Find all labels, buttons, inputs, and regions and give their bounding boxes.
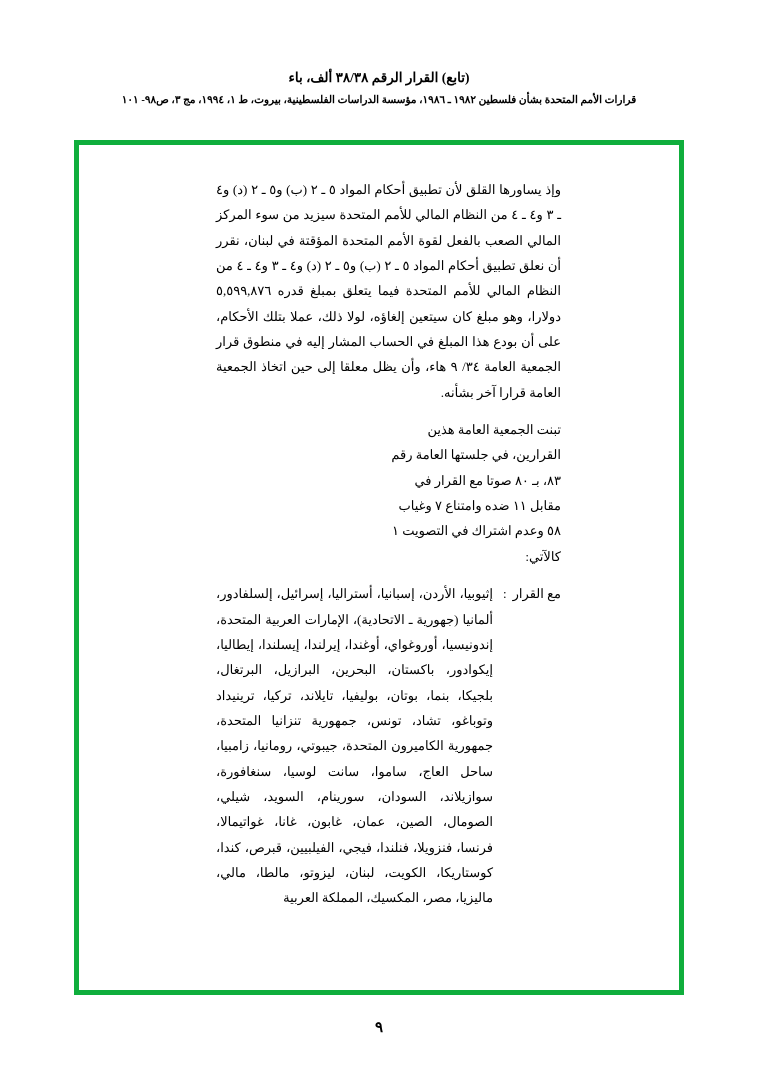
green-content-frame xyxy=(74,140,684,995)
document-body xyxy=(216,177,561,911)
vote-line: مقابل ١١ ضده وامتناع ٧ وغياب xyxy=(398,498,561,514)
header-source-citation: قرارات الأمم المتحدة بشأن فلسطين ١٩٨٢ ـ ١٩٨٦، مؤسسة الدراسات الفلسطينية، بيروت، ط ١، ١٩٩٤، مج ٣، ص٩٨- ١٠١ xyxy=(121,95,637,107)
label-colon: : xyxy=(503,586,507,602)
countries-in-favour-row xyxy=(216,581,561,910)
vote-line: ٥٨ وعدم اشتراك في التصويت ١ xyxy=(392,523,561,539)
countries-in-favour-list: إثيوبيا، الأردن، إسبانيا، أستراليا، إسرائيل، إلسلفادور، ألمانيا (جهورية ـ الاتحادية)، الإمارات العربية المتحدة، إندونيسيا، أوروغواي، أوغندا، إيرلندا، إيسلندا، إيطاليا، إيكوادور، باكستان، البحرين، البرازيل، البرتغال، بلجيكا، بنما، بوتان، بوليفيا، تايلاند، تركيا، ترينيداد وتوباغو، تشاد، تونس، جمهورية تنزانيا المتحدة، جمهورية الكاميرون المتحدة، جيبوتي، رومانيا، زامبيا، ساحل العاج، ساموا، سانت لوسيا، سنغافورة، سوازيلاند، السودان، سورينام، السويد، شيلي، الصومال، الصين، عمان، غابون، غانا، غواتيمالا، فرنسا، فنزويلا، فنلندا، فيجي، الفيلبيين، قبرص، كندا، كوستاريكا، الكويت، لبنان، ليزوتو، مالطا، مالي، ماليزيا، مصر، المكسيك، المملكة العربية xyxy=(216,586,494,906)
page-number: ٩ xyxy=(374,1020,384,1036)
vote-line: تبنت الجمعية العامة هذين xyxy=(427,422,561,438)
vote-line: القرارين، في جلستها العامة رقم xyxy=(391,447,561,463)
countries-in-favour-label: مع القرار xyxy=(512,586,561,602)
page-header xyxy=(0,68,758,109)
header-title: (تابع) القرار الرقم ٣٨/٣٨ ألف، باء xyxy=(288,70,470,85)
resolution-paragraph: وإذ يساورها القلق لأن تطبيق أحكام المواد ٥ ـ ٢ (ب) و٥ ـ ٢ (د) و٤ ـ ٣ و٤ ـ ٤ من النظام المالي للأمم المتحدة سيزيد من سوء المركز المالي الصعب بالفعل لقوة الأمم المتحدة المؤقتة في لبنان، نقرر أن نعلق تطبيق أحكام المواد ٥ ـ ٢ (ب) و٥ ـ ٢ (د) و٤ ـ ٣ و٤ ـ ٤ من النظام المالي للأمم المتحدة فيما يتعلق بمبلغ قدره ٥,٥٩٩,٨٧٦ دولارا، وهو مبلغ كان سيتعين إلغاؤه، لولا ذلك، عملا بتلك الأحكام، على أن بودع هذا المبلغ في الحساب المشار إليه في منطوق قرار الجمعية العامة ٣٤/ ٩ هاء، وأن يظل معلقا إلى حين اتخاذ الجمعية العامة قرارا آخر بشأنه. xyxy=(216,182,562,400)
vote-line: كالآتي: xyxy=(525,548,561,564)
vote-line: ٨٣، بـ ٨٠ صوتا مع القرار في xyxy=(414,472,561,488)
vote-summary-block xyxy=(216,417,561,569)
